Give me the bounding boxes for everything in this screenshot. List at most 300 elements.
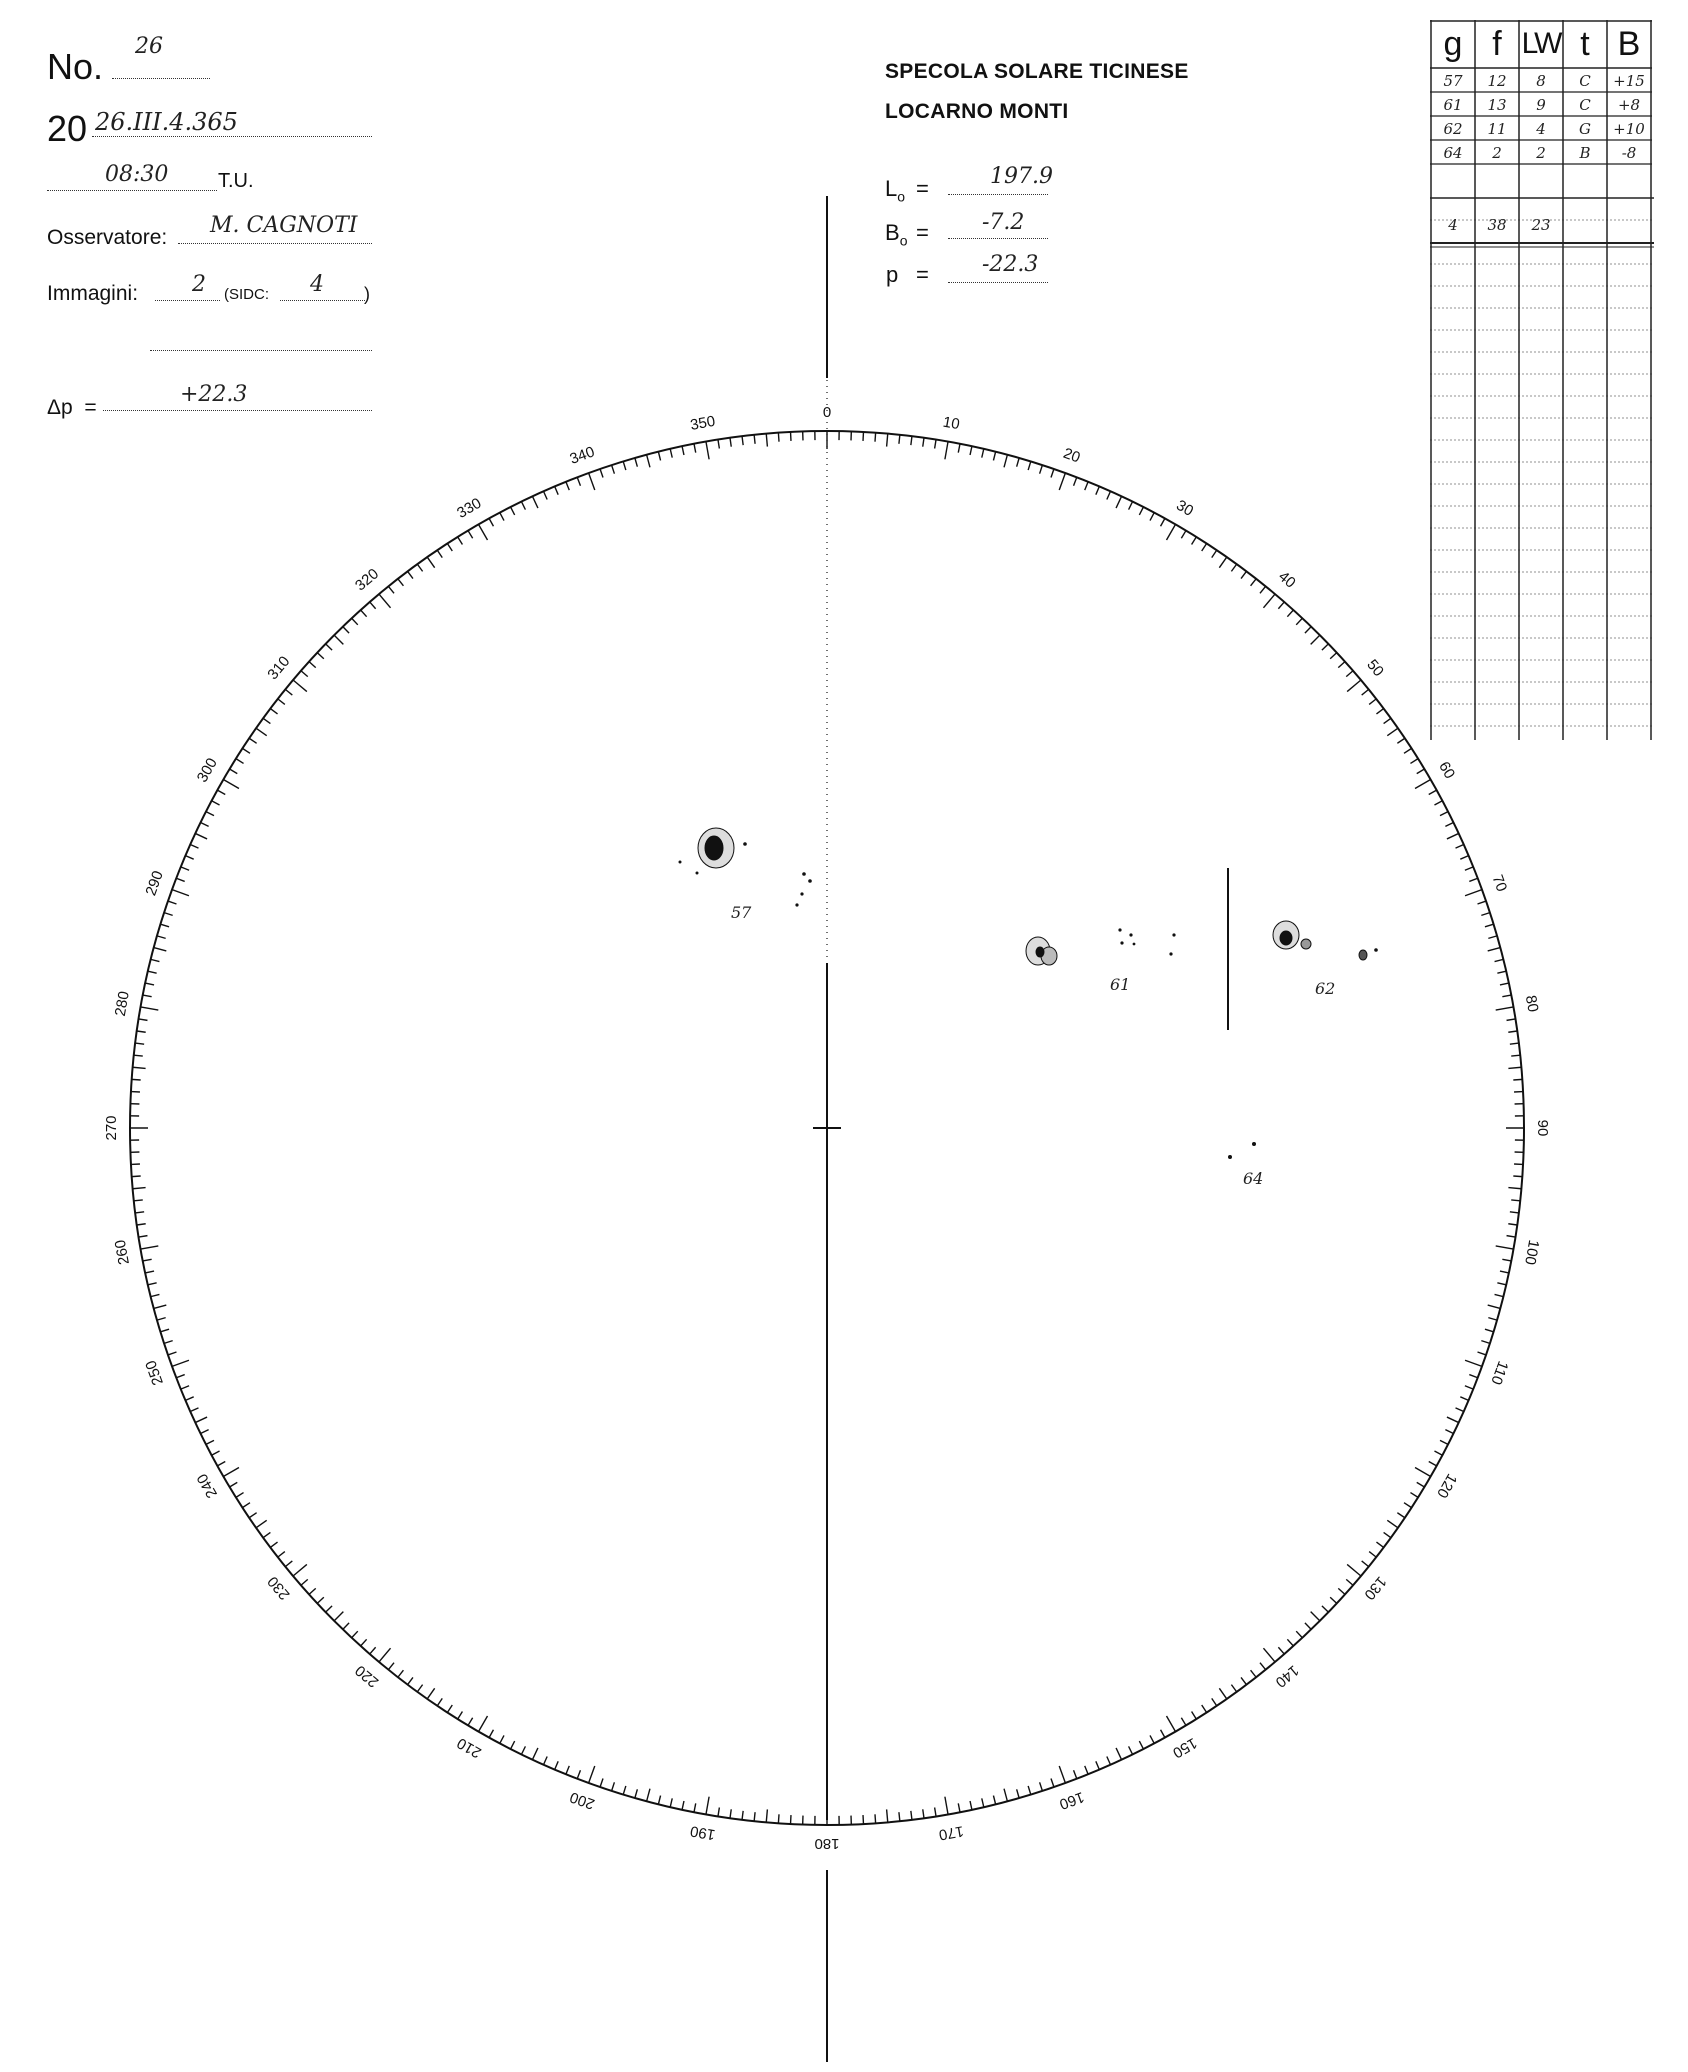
limb-tick — [133, 1188, 146, 1189]
limb-tick — [887, 1809, 888, 1822]
limb-tick — [718, 440, 719, 449]
table-cell: 64 — [1443, 144, 1463, 162]
limb-tick — [1447, 833, 1459, 838]
limb-degree-label: 20 — [1060, 444, 1083, 467]
limb-tick — [379, 594, 391, 608]
limb-tick — [398, 1670, 404, 1677]
limb-tick — [1460, 856, 1468, 860]
limb-tick — [270, 709, 277, 714]
limb-tick — [658, 452, 660, 461]
sunspot-pore — [808, 879, 812, 883]
limb-tick — [1028, 1786, 1031, 1795]
limb-tick — [600, 469, 603, 478]
limb-tick — [566, 482, 569, 490]
limb-tick — [1074, 477, 1077, 485]
limb-tick — [154, 1305, 167, 1308]
limb-tick — [352, 1631, 358, 1638]
dp-value: +22.3 — [180, 382, 248, 407]
limb-tick — [256, 728, 267, 735]
sunspot-pore — [1133, 943, 1136, 946]
limb-tick — [1287, 1639, 1293, 1646]
limb-tick — [670, 1798, 672, 1807]
limb-tick — [172, 1360, 189, 1366]
limb-tick — [1347, 1564, 1361, 1576]
limb-tick — [317, 653, 324, 659]
limb-tick — [1251, 579, 1257, 586]
limb-degree-label: 50 — [1363, 656, 1388, 680]
limb-tick — [875, 1814, 876, 1823]
limb-tick — [185, 856, 193, 860]
limb-tick — [256, 1520, 267, 1527]
limb-tick — [263, 1532, 270, 1537]
limb-degree-label: 300 — [193, 755, 221, 786]
limb-tick — [911, 436, 912, 445]
limb-tick — [694, 1803, 696, 1812]
limb-tick — [1346, 671, 1353, 677]
limb-tick — [1502, 995, 1511, 997]
limb-degree-label: 140 — [1271, 1661, 1302, 1691]
limb-tick — [1508, 1031, 1517, 1032]
table-header-lw: LW — [1521, 27, 1561, 60]
limb-tick — [1511, 1200, 1520, 1201]
limb-tick — [1129, 1746, 1133, 1754]
limb-tick — [139, 1236, 148, 1237]
limb-tick — [1460, 1397, 1468, 1401]
limb-tick — [206, 812, 214, 816]
limb-tick — [899, 435, 900, 444]
limb-tick — [217, 790, 225, 794]
limb-tick — [635, 1789, 637, 1798]
limb-tick — [379, 1648, 391, 1662]
table-total-cell: 23 — [1531, 216, 1551, 234]
limb-tick — [242, 1503, 250, 1508]
limb-tick — [647, 455, 650, 468]
sunspot-pore — [1172, 933, 1175, 936]
limb-degree-label: 120 — [1433, 1470, 1461, 1501]
group-label-61: 61 — [1110, 975, 1131, 994]
time-unit: T.U. — [218, 170, 254, 192]
limb-tick — [1488, 1305, 1501, 1308]
table-cell: C — [1579, 72, 1591, 90]
table-header-f: f — [1492, 25, 1502, 63]
limb-tick — [1513, 1079, 1522, 1080]
limb-tick — [139, 1019, 148, 1020]
limb-tick — [427, 557, 434, 568]
limb-tick — [427, 1688, 434, 1699]
limb-tick — [1369, 1552, 1376, 1558]
limb-tick — [468, 531, 473, 539]
limb-tick — [408, 1677, 413, 1684]
limb-tick — [706, 442, 709, 460]
p-value: -22.3 — [982, 252, 1039, 277]
limb-tick — [1410, 759, 1418, 764]
limb-tick — [945, 1797, 948, 1815]
limb-tick — [982, 449, 984, 458]
limb-tick — [1507, 1236, 1516, 1237]
limb-tick — [899, 1812, 900, 1821]
limb-tick — [1502, 1259, 1511, 1261]
limb-tick — [201, 1430, 209, 1434]
limb-tick — [1231, 1685, 1236, 1692]
limb-tick — [1397, 738, 1404, 743]
table-cell: 61 — [1443, 96, 1463, 114]
limb-tick — [1510, 1212, 1519, 1213]
sunspot-pore — [1252, 1142, 1256, 1146]
limb-tick — [544, 1757, 548, 1765]
limb-tick — [1447, 1417, 1459, 1422]
no-value: 26 — [135, 34, 163, 59]
B0-eq: = — [916, 220, 929, 245]
limb-tick — [1513, 1176, 1522, 1177]
limb-tick — [1305, 1623, 1311, 1629]
limb-tick — [1410, 1493, 1418, 1498]
limb-tick — [249, 738, 256, 743]
limb-tick — [1004, 1789, 1007, 1802]
limb-tick — [293, 680, 307, 692]
limb-tick — [370, 1647, 376, 1654]
limb-tick — [742, 1811, 743, 1820]
limb-tick — [154, 948, 167, 951]
limb-tick — [157, 1318, 166, 1320]
limb-tick — [388, 1663, 394, 1670]
images-label: Immagini: — [47, 282, 139, 305]
limb-tick — [148, 1283, 157, 1285]
limb-tick — [181, 1386, 189, 1389]
B0-label: $B_o$ — [885, 220, 908, 249]
limb-tick — [1338, 662, 1345, 668]
limb-tick — [1241, 571, 1246, 578]
limb-tick — [1181, 531, 1186, 539]
B0-value: -7.2 — [982, 210, 1025, 235]
limb-tick — [236, 1493, 244, 1498]
limb-degree-label: 320 — [352, 565, 383, 595]
limb-tick — [1051, 469, 1054, 478]
limb-degree-label: 30 — [1173, 496, 1197, 520]
limb-tick — [1167, 1716, 1176, 1732]
sunspot-umbra — [705, 836, 723, 860]
limb-tick — [1278, 602, 1284, 609]
limb-tick — [1456, 1408, 1464, 1412]
limb-tick — [1465, 1360, 1482, 1366]
limb-tick — [479, 524, 488, 540]
sunspot-pore — [1129, 933, 1132, 936]
limb-tick — [447, 1705, 452, 1713]
limb-tick — [1440, 812, 1448, 816]
limb-tick — [958, 444, 960, 453]
limb-tick — [511, 507, 515, 515]
sunspot-pore — [696, 872, 699, 875]
limb-tick — [1465, 1386, 1473, 1389]
limb-tick — [555, 1761, 559, 1769]
observatory-location: LOCARNO MONTI — [885, 100, 1069, 123]
limb-tick — [1150, 513, 1154, 521]
limb-tick — [1150, 1735, 1154, 1743]
limb-tick — [766, 434, 767, 447]
limb-tick — [417, 564, 422, 571]
group-label-62: 62 — [1315, 979, 1336, 998]
limb-tick — [309, 662, 316, 668]
sunspot-pore — [1228, 1155, 1232, 1159]
sunspot-pore — [679, 861, 682, 864]
limb-tick — [1296, 1631, 1302, 1638]
table-cell: +15 — [1613, 72, 1645, 90]
limb-tick — [148, 971, 157, 973]
table-cell: 2 — [1492, 144, 1502, 162]
limb-tick — [1508, 1067, 1521, 1068]
limb-tick — [511, 1741, 515, 1749]
limb-tick — [370, 602, 376, 609]
limb-degree-label: 250 — [142, 1358, 167, 1388]
limb-tick — [1376, 1542, 1383, 1547]
sunspot-penumbra — [1301, 939, 1311, 949]
limb-tick — [343, 1623, 349, 1629]
limb-tick — [1496, 1007, 1514, 1010]
sunspot-umbra — [1359, 950, 1367, 960]
table-cell: 9 — [1536, 96, 1546, 114]
limb-tick — [1485, 924, 1494, 927]
limb-degree-label: 70 — [1488, 872, 1511, 895]
limb-tick — [230, 1482, 238, 1487]
table-cell: 4 — [1536, 120, 1546, 138]
limb-tick — [1330, 1597, 1337, 1603]
limb-tick — [923, 1809, 924, 1818]
limb-tick — [532, 1748, 537, 1760]
p-eq: = — [916, 262, 929, 287]
table-cell: G — [1579, 120, 1591, 138]
limb-tick — [1139, 507, 1143, 515]
limb-tick — [437, 1698, 442, 1705]
date-value: 26.III.4.365 — [95, 108, 238, 136]
table-header-g: g — [1443, 25, 1463, 63]
limb-tick — [670, 449, 672, 458]
limb-tick — [285, 1561, 292, 1567]
limb-tick — [1296, 618, 1302, 625]
limb-tick — [1231, 564, 1236, 571]
limb-tick — [1456, 845, 1464, 849]
limb-tick — [172, 890, 189, 896]
limb-tick — [1415, 780, 1431, 789]
limb-tick — [1322, 644, 1328, 650]
limb-tick — [217, 1462, 225, 1466]
limb-tick — [1040, 1782, 1043, 1791]
limb-tick — [1202, 1705, 1207, 1713]
limb-degree-label: 310 — [264, 653, 294, 684]
limb-tick — [1251, 1670, 1257, 1677]
limb-tick — [1085, 1766, 1088, 1774]
table-header-b: B — [1617, 25, 1641, 63]
limb-tick — [1478, 1352, 1487, 1355]
limb-tick — [343, 627, 349, 633]
limb-tick — [151, 1294, 160, 1296]
limb-tick — [589, 1766, 595, 1783]
limb-tick — [489, 518, 493, 526]
table-cell: B — [1579, 144, 1591, 162]
limb-tick — [521, 1746, 525, 1754]
limb-tick — [1212, 550, 1217, 557]
limb-tick — [137, 1224, 146, 1225]
limb-tick — [612, 1782, 615, 1791]
limb-tick — [982, 1798, 984, 1807]
limb-tick — [1212, 1698, 1217, 1705]
sunspot-pore — [743, 842, 747, 846]
table-cell: 2 — [1536, 144, 1546, 162]
limb-tick — [1429, 790, 1437, 794]
limb-tick — [577, 477, 580, 485]
limb-tick — [408, 571, 413, 578]
limb-tick — [1129, 502, 1133, 510]
sunspot-pore — [1169, 952, 1172, 955]
limb-tick — [1322, 1606, 1328, 1612]
limb-tick — [326, 644, 332, 650]
limb-tick — [682, 1801, 684, 1810]
observatory-name: SPECOLA SOLARE TICINESE — [885, 60, 1189, 83]
limb-tick — [1495, 959, 1504, 961]
limb-tick — [195, 1417, 207, 1422]
limb-tick — [754, 1812, 755, 1821]
limb-tick — [437, 550, 442, 557]
limb-tick — [168, 901, 177, 904]
sunspot-pore — [800, 892, 803, 895]
limb-degree-label: 170 — [937, 1822, 966, 1844]
limb-tick — [658, 1796, 660, 1805]
limb-degree-label: 340 — [567, 443, 597, 468]
limb-tick — [935, 1808, 936, 1817]
limb-degree-label: 100 — [1521, 1238, 1543, 1267]
table-cell: 57 — [1443, 72, 1463, 90]
limb-tick — [945, 442, 948, 460]
limb-tick — [195, 833, 207, 838]
limb-tick — [1434, 801, 1442, 805]
limb-tick — [1397, 1513, 1404, 1518]
limb-tick — [361, 1639, 367, 1646]
limb-tick — [1445, 822, 1453, 826]
limb-degree-label: 180 — [814, 1835, 840, 1853]
limb-tick — [278, 1552, 285, 1558]
limb-tick — [1415, 1468, 1431, 1477]
limb-tick — [230, 769, 238, 774]
limb-tick — [168, 1352, 177, 1355]
table-cell: C — [1579, 96, 1591, 114]
limb-tick — [135, 1212, 144, 1213]
limb-tick — [334, 635, 343, 644]
limb-tick — [317, 1597, 324, 1603]
limb-tick — [1051, 1779, 1054, 1788]
limb-tick — [1219, 557, 1226, 568]
limb-tick — [326, 1606, 332, 1612]
limb-tick — [1181, 1718, 1186, 1726]
limb-tick — [1338, 1588, 1345, 1594]
limb-tick — [223, 780, 239, 789]
table-cell: +10 — [1613, 120, 1645, 138]
limb-tick — [181, 867, 189, 870]
limb-tick — [1202, 543, 1207, 551]
sunspot-umbra — [1280, 931, 1292, 945]
limb-tick — [1387, 1520, 1398, 1527]
limb-tick — [778, 1814, 779, 1823]
limb-tick — [143, 995, 152, 997]
limb-tick — [1017, 1789, 1019, 1798]
limb-tick — [1488, 1318, 1497, 1320]
limb-tick — [778, 433, 779, 442]
limb-degree-label: 230 — [264, 1572, 294, 1603]
limb-tick — [875, 433, 876, 442]
limb-tick — [201, 822, 209, 826]
time-value: 08:30 — [105, 162, 169, 187]
limb-tick — [706, 1797, 709, 1815]
limb-tick — [623, 461, 626, 470]
limb-tick — [1004, 455, 1007, 468]
limb-tick — [145, 983, 154, 985]
sunspot-pore — [1374, 948, 1378, 952]
limb-tick — [1096, 1761, 1100, 1769]
limb-tick — [694, 444, 696, 453]
limb-tick — [911, 1811, 912, 1820]
table-cell: 11 — [1487, 120, 1507, 138]
limb-tick — [1465, 867, 1473, 870]
limb-tick — [134, 1055, 143, 1056]
limb-tick — [1500, 1271, 1509, 1273]
table-cell: 62 — [1443, 120, 1463, 138]
limb-tick — [730, 438, 731, 447]
limb-tick — [612, 465, 615, 474]
limb-tick — [730, 1809, 731, 1818]
limb-tick — [135, 1043, 144, 1044]
limb-degree-label: 210 — [454, 1734, 485, 1762]
limb-tick — [1017, 458, 1019, 467]
limb-tick — [1417, 769, 1425, 774]
limb-tick — [566, 1766, 569, 1774]
year-prefix: 20 — [47, 108, 88, 149]
limb-tick — [1330, 653, 1337, 659]
limb-tick — [1040, 465, 1043, 474]
limb-tick — [521, 502, 525, 510]
limb-tick — [1488, 936, 1497, 938]
limb-tick — [555, 486, 559, 494]
limb-tick — [993, 452, 995, 461]
limb-tick — [212, 1451, 220, 1455]
limb-tick — [1074, 1770, 1077, 1778]
limb-degree-label: 270 — [102, 1115, 120, 1141]
limb-tick — [1139, 1741, 1143, 1749]
limb-tick — [887, 434, 888, 447]
limb-tick — [160, 924, 169, 927]
limb-tick — [249, 1513, 256, 1518]
limb-degree-label: 0 — [822, 403, 832, 421]
limb-tick — [1028, 461, 1031, 470]
limb-tick — [1417, 1482, 1425, 1487]
table-header-t: t — [1580, 25, 1590, 63]
limb-degree-label: 220 — [352, 1661, 383, 1691]
sunspot-pore — [1120, 941, 1123, 944]
limb-tick — [1085, 482, 1088, 490]
limb-degree-label: 290 — [142, 868, 167, 898]
limb-tick — [145, 1271, 154, 1273]
limb-tick — [1260, 1663, 1266, 1670]
table-cell: 8 — [1536, 72, 1546, 90]
limb-tick — [1497, 971, 1506, 973]
limb-tick — [133, 1067, 146, 1068]
limb-tick — [489, 1730, 493, 1738]
limb-tick — [1347, 680, 1361, 692]
limb-tick — [1508, 1188, 1521, 1189]
limb-tick — [1287, 610, 1293, 617]
limb-tick — [1376, 709, 1383, 714]
limb-tick — [352, 618, 358, 625]
limb-tick — [1469, 1375, 1477, 1378]
limb-tick — [635, 458, 637, 467]
limb-tick — [970, 446, 972, 455]
limb-tick — [1260, 586, 1266, 593]
